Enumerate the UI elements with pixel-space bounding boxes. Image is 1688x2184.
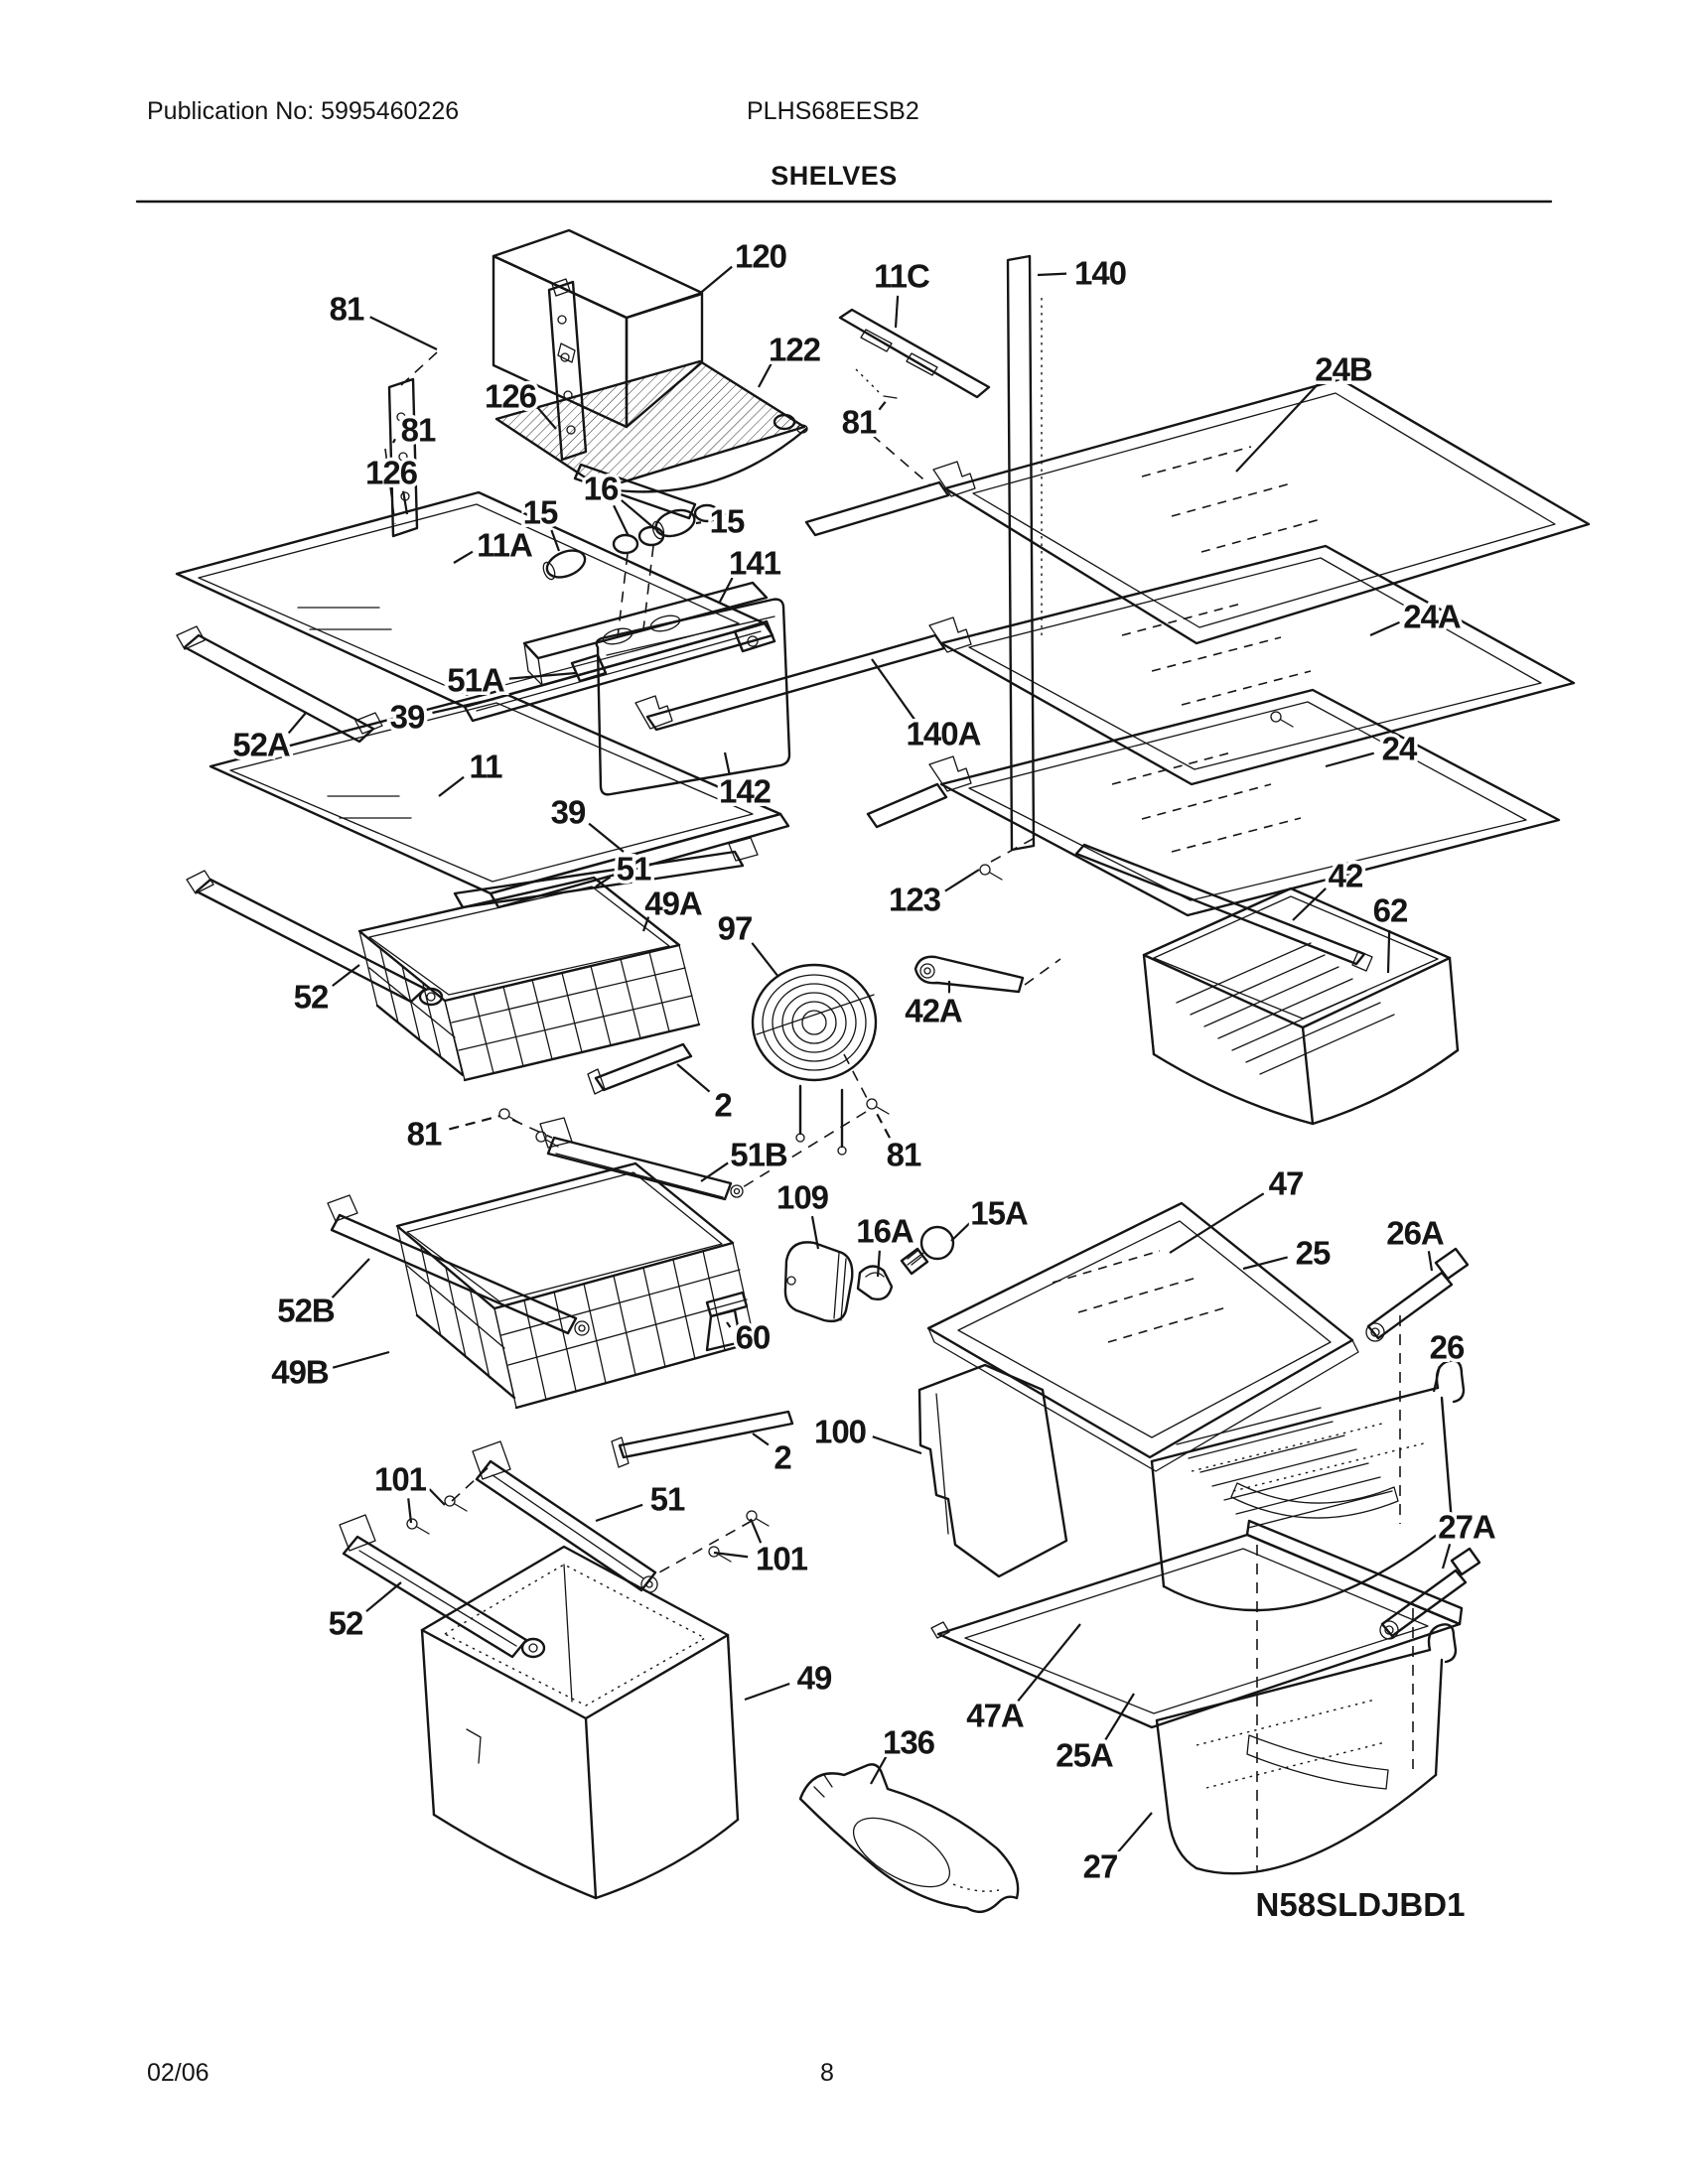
callout-81: 81	[400, 411, 436, 449]
leader-line-15	[551, 530, 559, 551]
leader-line-97	[752, 943, 778, 977]
part-62-drawer	[1144, 888, 1458, 1124]
leader-line-49	[745, 1684, 789, 1700]
leader-line-60	[727, 1322, 730, 1327]
callout-120: 120	[734, 237, 787, 275]
leader-line-142	[725, 752, 729, 773]
leader-line-62	[1388, 930, 1389, 973]
leader-line-11A	[454, 552, 473, 563]
leader-line-2	[677, 1064, 710, 1092]
part-52A-rail	[177, 626, 382, 742]
leader-line-16	[614, 505, 629, 536]
callout-26A: 26A	[1386, 1214, 1444, 1252]
callout-60: 60	[735, 1318, 771, 1356]
leader-line-81	[449, 1116, 500, 1129]
leader-line-120	[697, 267, 732, 296]
leader-line-27A	[1443, 1544, 1450, 1569]
callout-126: 126	[484, 377, 537, 415]
part-52-rail-lower	[340, 1515, 544, 1657]
callout-51A: 51A	[447, 661, 504, 699]
callout-142: 142	[718, 772, 772, 810]
part-2-trim-upper	[588, 1044, 691, 1094]
callout-126: 126	[364, 454, 418, 491]
callout-141: 141	[728, 544, 781, 582]
part-49B-basket	[397, 1163, 755, 1408]
leader-line-81	[370, 317, 437, 349]
callout-109: 109	[775, 1178, 829, 1216]
part-42A-bracket	[915, 957, 1060, 992]
callout-62: 62	[1372, 891, 1408, 929]
part-11C-bracket	[840, 310, 989, 484]
leader-line-101	[429, 1489, 445, 1505]
leader-line-24	[1326, 753, 1374, 766]
leader-line-24A	[1370, 622, 1399, 635]
callout-81: 81	[329, 290, 364, 328]
leader-line-52A	[289, 713, 306, 733]
callout-52A: 52A	[232, 726, 290, 763]
callout-15: 15	[709, 502, 745, 540]
leader-line-101	[408, 1498, 411, 1523]
callout-52: 52	[328, 1604, 363, 1642]
callout-15: 15	[522, 493, 558, 531]
leader-line-140	[1038, 274, 1066, 275]
leader-line-100	[873, 1436, 921, 1453]
leader-line-42	[1293, 888, 1326, 920]
callout-39: 39	[550, 793, 586, 831]
callout-49: 49	[796, 1659, 832, 1697]
callout-49A: 49A	[644, 885, 702, 922]
callout-2: 2	[774, 1438, 791, 1476]
part-109-lamp-cover	[785, 1242, 852, 1321]
callout-101: 101	[755, 1540, 808, 1577]
callout-51B: 51B	[730, 1136, 787, 1173]
leader-line-15	[696, 522, 701, 523]
callout-97: 97	[717, 909, 753, 947]
part-16A-socket	[858, 1266, 892, 1298]
callout-15A: 15A	[970, 1194, 1028, 1232]
leader-line-49B	[333, 1352, 389, 1368]
callout-140A: 140A	[906, 715, 981, 752]
leader-line-11C	[896, 296, 898, 328]
part-26A-bracket	[1366, 1249, 1468, 1524]
screws-101	[407, 1467, 769, 1572]
footer-page-number: 8	[820, 2059, 834, 2087]
leader-line-81	[393, 439, 395, 443]
callout-11C: 11C	[874, 257, 929, 295]
model-number: PLHS68EESB2	[747, 97, 919, 125]
callout-51: 51	[616, 850, 651, 887]
part-27-drawer	[1157, 1545, 1456, 1873]
leader-line-16A	[878, 1251, 880, 1277]
part-24B-shelf	[806, 379, 1589, 643]
callout-24: 24	[1381, 730, 1417, 767]
callout-101: 101	[373, 1460, 427, 1498]
callout-47A: 47A	[966, 1697, 1024, 1734]
leader-line-15A	[951, 1223, 970, 1241]
callout-42A: 42A	[905, 992, 962, 1029]
callout-16A: 16A	[856, 1212, 914, 1250]
callout-52B: 52B	[277, 1292, 335, 1329]
leader-line-27	[1118, 1813, 1152, 1852]
callout-51: 51	[649, 1480, 685, 1518]
callout-81: 81	[406, 1115, 442, 1153]
leader-line-51	[596, 1505, 642, 1521]
callout-49B: 49B	[271, 1353, 329, 1391]
callout-39: 39	[389, 698, 425, 736]
callout-24A: 24A	[1403, 598, 1461, 635]
part-24A-shelf	[635, 546, 1574, 784]
callout-42: 42	[1328, 857, 1363, 894]
leader-line-123	[945, 870, 979, 891]
leader-line-140A	[872, 659, 914, 720]
callout-81: 81	[841, 403, 877, 441]
callout-25: 25	[1295, 1234, 1331, 1272]
part-51B-rail	[540, 1118, 743, 1199]
callout-26: 26	[1429, 1328, 1465, 1366]
part-51-rail-lower	[473, 1441, 657, 1592]
callout-24B: 24B	[1315, 350, 1372, 388]
callout-81: 81	[886, 1136, 921, 1173]
leader-line-39	[589, 824, 624, 852]
callout-136: 136	[882, 1723, 935, 1761]
callout-25A: 25A	[1055, 1736, 1113, 1774]
leader-line-52	[366, 1582, 401, 1611]
part-2-trim-lower	[612, 1412, 792, 1467]
drawing-code: N58SLDJBD1	[1255, 1886, 1466, 1923]
part-136-auger-cover	[800, 1764, 1018, 1911]
leader-line-81	[879, 400, 887, 410]
part-52B-rail	[328, 1195, 589, 1335]
callout-123: 123	[888, 881, 941, 918]
leader-line-26A	[1429, 1251, 1432, 1271]
callout-11: 11	[469, 748, 502, 785]
callout-11A: 11A	[477, 526, 532, 564]
callout-27: 27	[1082, 1847, 1118, 1885]
part-49-ice-bucket	[422, 1547, 738, 1898]
callout-52: 52	[293, 978, 329, 1016]
callout-140: 140	[1073, 254, 1127, 292]
page-title: SHELVES	[771, 161, 898, 191]
part-100-panel	[919, 1365, 1066, 1576]
callout-47: 47	[1268, 1164, 1304, 1202]
leader-line-126	[403, 491, 407, 514]
footer-date: 02/06	[147, 2059, 210, 2087]
callout-122: 122	[768, 331, 821, 368]
callout-100: 100	[813, 1413, 867, 1450]
part-97-coil	[753, 965, 876, 1155]
publication-number: Publication No: 5995460226	[147, 97, 460, 125]
callout-2: 2	[714, 1086, 732, 1124]
leader-line-2	[753, 1433, 769, 1445]
leader-line-47	[1170, 1193, 1264, 1253]
leader-line-11	[439, 777, 464, 796]
part-26-drawer	[1152, 1361, 1464, 1611]
callout-16: 16	[583, 470, 619, 507]
callout-27A: 27A	[1438, 1508, 1495, 1546]
leader-line-52B	[332, 1259, 369, 1297]
